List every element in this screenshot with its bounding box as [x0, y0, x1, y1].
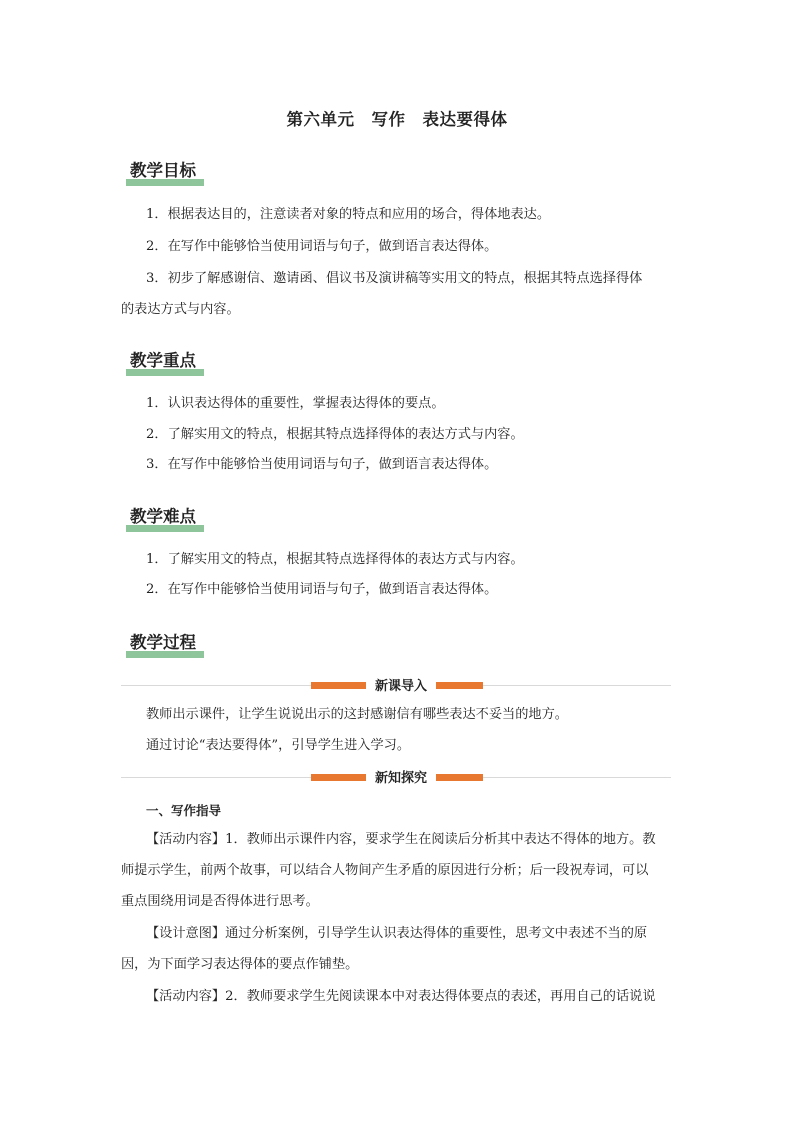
heading-underline	[126, 525, 204, 532]
section-heading-key-points	[130, 350, 198, 372]
divider-intro	[121, 676, 671, 694]
heading-text: 教学过程	[130, 633, 196, 652]
section-heading-difficulties	[130, 506, 198, 528]
heading-underline	[126, 651, 204, 658]
divider-label-intro: 新课导入	[366, 675, 436, 694]
heading-text: 教学目标	[130, 161, 196, 180]
body-line-5: 因，为下面学习表达得体的要点作铺垫。	[121, 957, 359, 972]
key-point-3: 3．在写作中能够恰当使用词语与句子，做到语言表达得体。	[146, 457, 498, 472]
heading-text: 教学难点	[130, 507, 196, 526]
divider-bar-left	[311, 774, 371, 781]
body-line-3: 重点围绕用词是否得体进行思考。	[121, 894, 319, 909]
difficulty-1: 1．了解实用文的特点，根据其特点选择得体的表达方式与内容。	[146, 552, 524, 567]
divider-explore	[121, 768, 671, 786]
heading-text: 教学重点	[130, 351, 196, 370]
goal-item-3-cont: 的表达方式与内容。	[121, 302, 240, 317]
intro-line-2: 通过讨论“表达要得体”，引导学生进入学习。	[146, 738, 411, 753]
subheading-writing-guide: 一、写作指导	[146, 803, 222, 818]
goal-item-2: 2．在写作中能够恰当使用词语与句子，做到语言表达得体。	[146, 239, 498, 254]
divider-label-explore: 新知探究	[366, 767, 436, 786]
section-heading-process	[130, 632, 198, 654]
body-line-6: 【活动内容】2．教师要求学生先阅读课本中对表达得体要点的表述，再用自己的话说说	[146, 989, 656, 1004]
divider-bar-right	[431, 682, 483, 689]
key-point-2: 2．了解实用文的特点，根据其特点选择得体的表达方式与内容。	[146, 427, 524, 442]
body-line-1: 【活动内容】1．教师出示课件内容，要求学生在阅读后分析其中表达不得体的地方。教	[146, 832, 656, 847]
divider-bar-right	[431, 774, 483, 781]
page-title: 第六单元 写作 表达要得体	[286, 110, 508, 129]
key-point-1: 1．认识表达得体的重要性，掌握表达得体的要点。	[146, 396, 445, 411]
body-line-2: 师提示学生，前两个故事，可以结合人物间产生矛盾的原因进行分析；后一段祝寿词，可以	[121, 863, 649, 878]
section-heading-goals	[130, 160, 198, 182]
heading-underline	[126, 369, 204, 376]
intro-line-1: 教师出示课件，让学生说说出示的这封感谢信有哪些表达不妥当的地方。	[146, 707, 568, 722]
heading-underline	[126, 179, 204, 186]
difficulty-2: 2．在写作中能够恰当使用词语与句子，做到语言表达得体。	[146, 582, 498, 597]
divider-bar-left	[311, 682, 371, 689]
goal-item-1: 1．根据表达目的，注意读者对象的特点和应用的场合，得体地表达。	[146, 207, 551, 222]
body-line-4: 【设计意图】通过分析案例，引导学生认识表达得体的重要性，思考文中表述不当的原	[146, 926, 648, 941]
goal-item-3: 3．初步了解感谢信、邀请函、倡议书及演讲稿等实用文的特点，根据其特点选择得体	[146, 271, 643, 286]
